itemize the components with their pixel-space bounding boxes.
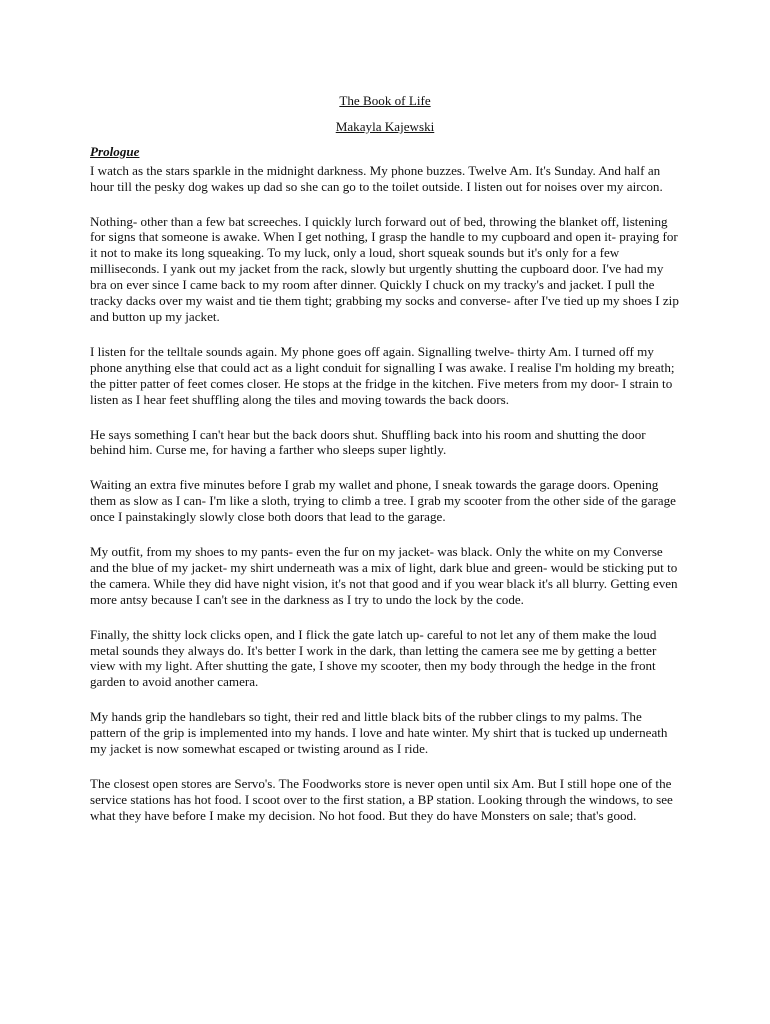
paragraph: My outfit, from my shoes to my pants- even the fur on my jacket- was black. Only the white on my Converse and the blue of my jacket- my shirt underneath was a mix of light, dark blue and green- would be sticking put to the camera. While they did have night vision, it's not that good and if you wear black it's all blurry. Getting even more antsy because I can't see in the darkness as I try to undo the lock by the code. [90,544,678,607]
paragraph: He says something I can't hear but the back doors shut. Shuffling back into his room and shutting the door behind him. Curse me, for having a farther who sleeps super lightly. [90,426,646,458]
paragraph: I watch as the stars sparkle in the midnight darkness. My phone buzzes. Twelve Am. It's Sunday. And half an hour till the pesky dog wakes up dad so she can go to the toilet outside. I listen out for noises over my aircon. [90,162,663,194]
paragraph: The closest open stores are Servo's. The Foodworks store is never open until six Am. But I still hope one of the service stations has hot food. I scoot over to the first station, a BP station. Looking through the windows, to see what they have before I make my decision. No hot food. But they do have Monsters on sale; that's good. [90,776,673,823]
document-title: The Book of Life [339,93,431,108]
section-heading: Prologue [90,143,140,159]
paragraph: Finally, the shitty lock clicks open, and I flick the gate latch up- careful to not let any of them make the loud metal sounds they always do. It's better I work in the dark, than letting the camera see me by getting a better view with my light. After shutting the gate, I shove my scooter, then my body through the hedge in the front garden to avoid another camera. [90,626,657,690]
paragraph: Nothing- other than a few bat screeches. I quickly lurch forward out of bed, throwing the blanket off, listening for signs that someone is awake. When I get nothing, I grasp the handle to my cupboard and open it- praying for it not to make its long squeaking. To my luck, only a loud, short squeak sounds but it's only for a few milliseconds. I yank out my jacket from the rack, slowly but urgently shutting the cupboard door. I've had my bra on ever since I came back to my room after dinner. Quickly I chuck on my tracky's and jacket. I pull the tracky dacks over my waist and tie them tight; grabbing my socks and converse- after I've tied up my shoes I zip and button up my jacket. [90,213,679,324]
document-author: Makayla Kajewski [335,118,435,134]
document-body [90,93,680,843]
paragraph: I listen for the telltale sounds again. My phone goes off again. Signalling twelve- thirty Am. I turned off my phone anything else that could act as a light conduit for signalling I was awake. I realise I'm holding my breath; the pitter patter of feet comes closer. He stops at the fridge in the kitchen. Five meters from my door- I strain to listen as I hear feet shuffling along the tiles and moving towards the back doors. [90,343,675,407]
paragraph: My hands grip the handlebars so tight, their red and little black bits of the rubber clings to my palms. The pattern of the grip is implemented into my hands. I love and hate winter. My shirt that is tucked up underneath my jacket is now somewhat escaped or twisting around as I ride. [90,709,668,757]
paragraph: Waiting an extra five minutes before I grab my wallet and phone, I sneak towards the garage doors. Opening them as slow as I can- I'm like a sloth, trying to climb a tree. I grab my scooter from the other side of the garage once I painstakingly slowly close both doors that lead to the garage. [90,477,676,525]
